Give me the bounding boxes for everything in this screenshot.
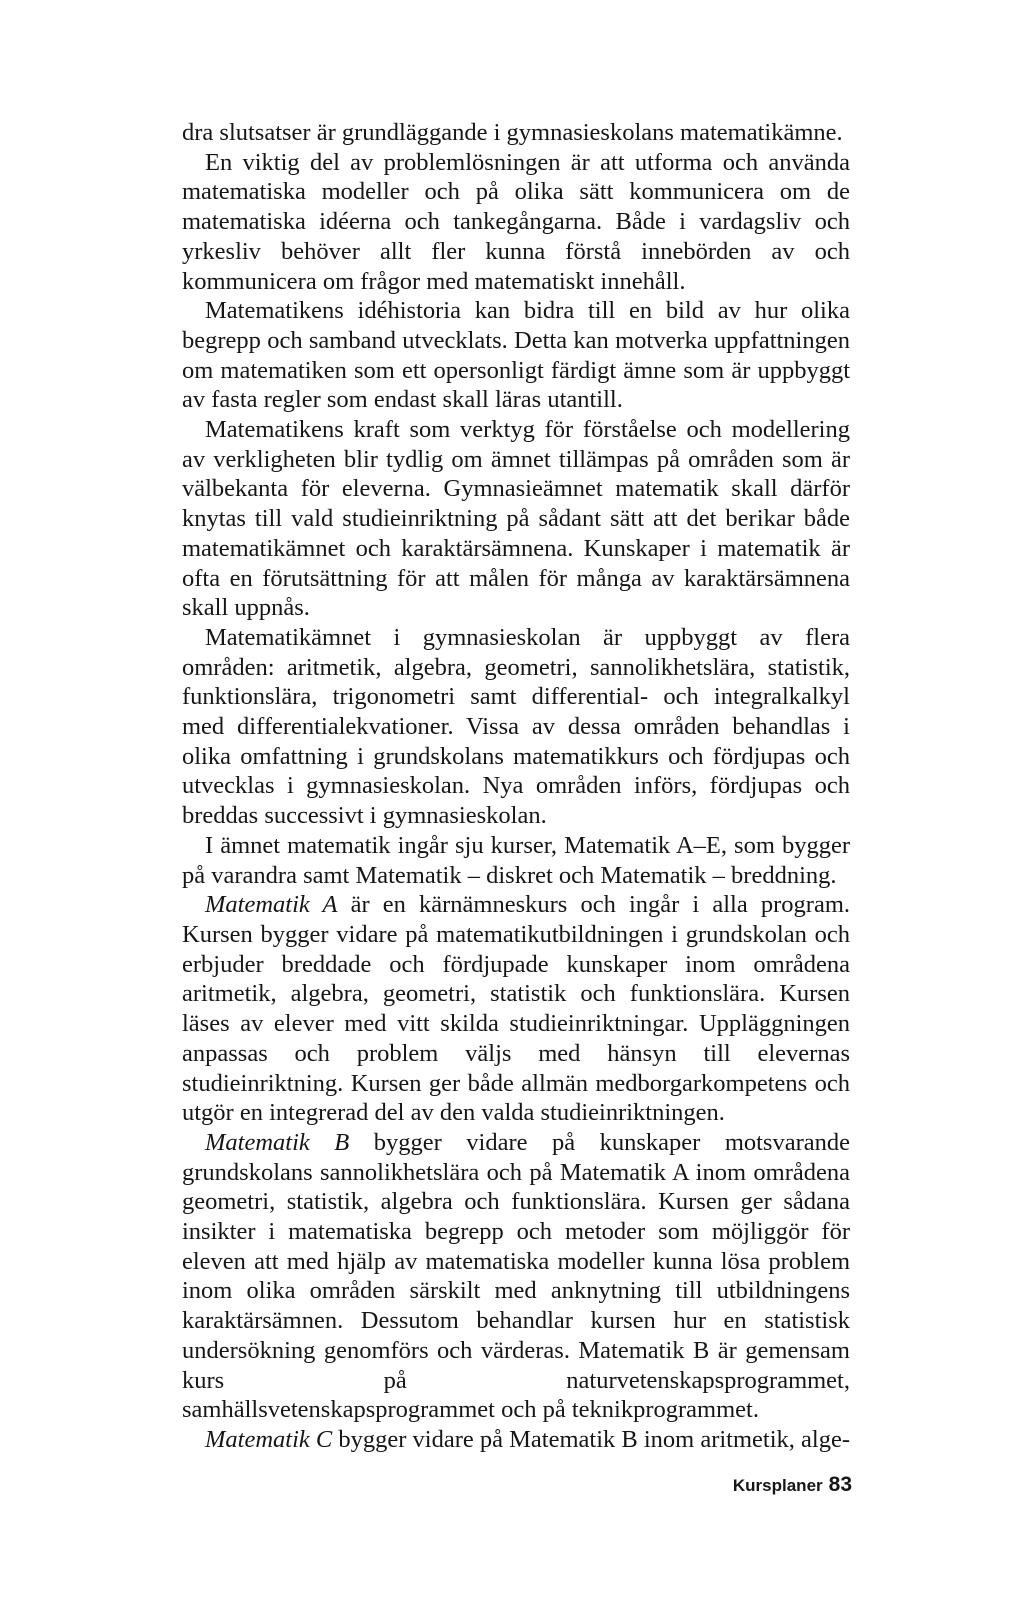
course-name-b: Matematik B [205, 1128, 350, 1156]
paragraph-3: Matematikens idéhistoria kan bidra till en bild av hur olika begrepp och samband utvecklats. Detta kan motverka uppfattningen om matematiken som ett opersonligt färdigt ämne som är uppbyggt av fasta regler som endast skall läras utantill. [182, 297, 850, 414]
course-name-c: Matematik C [205, 1425, 333, 1453]
course-text-a: är en kärnämneskurs och ingår i alla program. Kursen bygger vidare på matematikutbildningen i grundskolan och erbjuder breddade och fördjupade kunskaper inom områdena aritmetik, algebra, geometri, statistik och funktionslära. Kursen läses av elever med vitt skilda studieinriktningar. Uppläggningen anpassas och problem väljs med hänsyn till elevernas studieinriktning. Kursen ger både allmän medborgarkompetens och utgör en integrerad del av den valda studieinriktningen. [182, 891, 851, 1127]
page-footer [733, 1473, 852, 1497]
paragraph-6: I ämnet matematik ingår sju kurser, Matematik A–E, som bygger på varandra samt Matematik – diskret och Matematik – breddning. [182, 831, 850, 889]
paragraph-matematik-c [182, 1425, 850, 1455]
course-text-c: bygger vidare på Matematik B inom aritmetik, alge- [332, 1425, 850, 1453]
paragraph-matematik-a [182, 890, 850, 1128]
page-number: 83 [828, 1473, 852, 1496]
course-name-a: Matematik A [205, 891, 338, 919]
page-body [182, 118, 850, 1455]
paragraph-1: dra slutsatser är grundläggande i gymnasieskolans matematikämne. [182, 119, 843, 146]
paragraph-4: Matematikens kraft som verktyg för förståelse och modellering av verkligheten blir tydlig om ämnet tillämpas på områden som är välbekanta för eleverna. Gymnasieämnet matematik skall därför knytas till vald studieinriktning på sådant sätt att det berikar både matematikämnet och karaktärsämnena. Kunskaper i matematik är ofta en förutsättning för att målen för många av karaktärsämnena skall uppnås. [182, 416, 850, 622]
paragraph-2: En viktig del av problemlösningen är att utforma och använda matematiska modeller och på olika sätt kommunicera om de matematiska idéerna och tankegångarna. Både i vardagsliv och yrkesliv behöver allt fler kunna förstå innebörden av och kommunicera om frågor med matematiskt innehåll. [182, 148, 850, 295]
course-text-b: bygger vidare på kunskaper motsvarande grundskolans sannolikhetslära och på Matematik A inom områdena geometri, statistik, algebra och funktionslära. Kursen ger sådana insikter i matematiska begrepp och metoder som möjliggör för eleven att med hjälp av matematiska modeller kunna lösa problem inom olika områden särskilt med anknytning till utbildningens karaktärsämnen. Dessutom behandlar kursen hur en statistisk undersökning genomförs och värderas. Matematik B är gemensam kurs på naturvetenskapsprogrammet, samhällsvetenskapsprogrammet och på teknikprogrammet. [182, 1128, 850, 1424]
paragraph-matematik-b [182, 1128, 850, 1425]
running-footer-label: Kursplaner [732, 1476, 823, 1495]
paragraph-5: Matematikämnet i gymnasieskolan är uppbyggt av flera områden: aritmetik, algebra, geometri, sannolikhetslära, statistik, funktionslära, trigonometri samt differential- och integralkalkyl med differentialekvationer. Vissa av dessa områden behandlas i olika omfattning i grundskolans matematikkurs och fördjupas och utvecklas i gymnasieskolan. Nya områden införs, fördjupas och breddas successivt i gymnasieskolan. [182, 623, 850, 830]
